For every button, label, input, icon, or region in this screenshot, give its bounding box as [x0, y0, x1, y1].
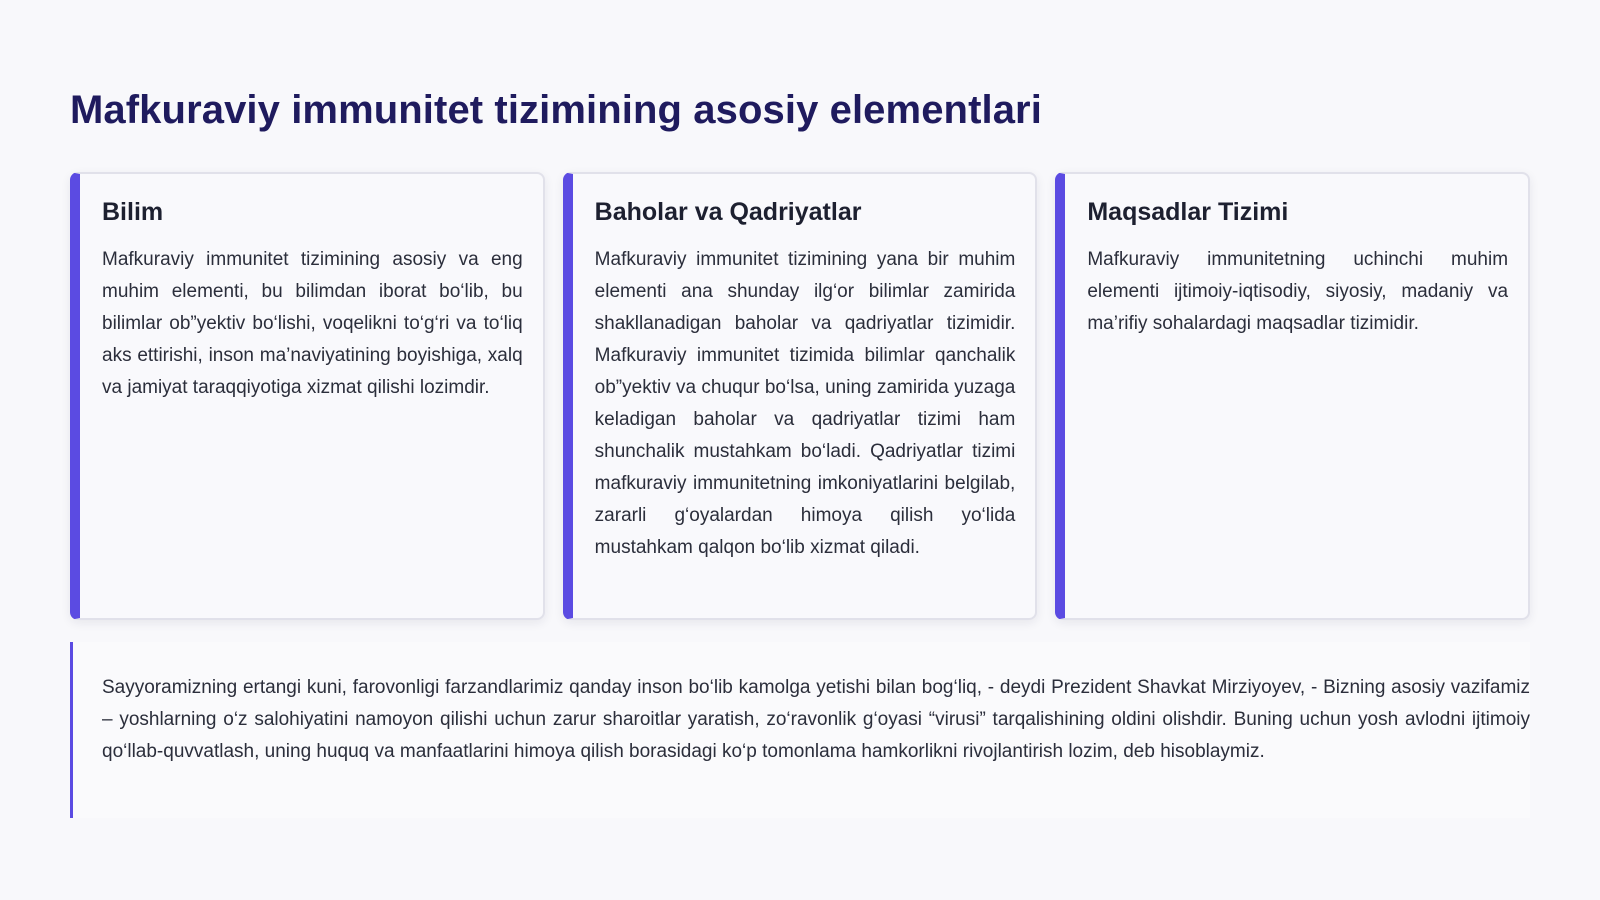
card-bilim — [70, 172, 545, 620]
card-title: Bilim — [102, 198, 164, 226]
card-text: Mafkuraviy immunitetning uchinchi muhim elementi ijtimoiy-iqtisodiy, siyosiy, madaniy va ma’rifiy sohalardagi maqsadlar tizimidir. — [1087, 249, 1509, 334]
card-maqsadlar-tizimi — [1055, 172, 1530, 620]
card-text: Mafkuraviy immunitet tizimining asosiy va eng muhim elementi, bu bilimdan iborat bo‘lib, bu bilimlar ob”yektiv bo‘lishi, voqelikni to‘g‘ri va to‘liq aks ettirishi, inson ma’naviyatining boyishiga, xalq va jamiyat taraqqiyotiga xizmat qilishi lozimdir. — [102, 249, 523, 398]
page-title: Mafkuraviy immunitet tizimining asosiy elementlari — [70, 88, 1042, 132]
card-text: Mafkuraviy immunitet tizimining yana bir muhim elementi ana shunday ilg‘or bilimlar zamirida shakllanadigan baholar va qadriyatlar tizimidir. Mafkuraviy immunitet tizimida bilimlar qanchalik ob”yektiv va chuqur bo‘lsa, uning zamirida yuzaga keladigan baholar va qadriyatlar tizimi ham shunchalik mustahkam bo‘ladi. Qadriyatlar tizimi mafkuraviy immunitetning imkoniyatlarini belgilab, zararli g‘oyalardan himoya qilish yo‘lida mustahkam qalqon bo‘lib xizmat qiladi. — [594, 249, 1016, 558]
card-baholar-qadriyatlar — [563, 172, 1038, 620]
quote-text: Sayyoramizning ertangi kuni, farovonligi farzandlarimiz qanday inson bo‘lib kamolga yetishi bilan bog‘liq, - deydi Prezident Shavkat Mirziyoyev, - Bizning asosiy vazifamiz – yoshlarning o‘z salohiyatini namoyon qilishi uchun zarur sharoitlar yaratish, zo‘ravonlik g‘oyasi “virusi” tarqalishining oldini olishdir. Buning uchun yosh avlodni ijtimoiy qo‘llab-quvvatlash, uning huquq va manfaatlarini himoya qilish borasidagi ko‘p tomonlama hamkorlikni rivojlantirish lozim, deb hisoblaymiz. — [102, 677, 1530, 762]
cards-row — [70, 172, 1530, 620]
card-title: Maqsadlar Tizimi — [1087, 198, 1289, 226]
card-title: Baholar va Qadriyatlar — [594, 198, 862, 226]
quote-block — [70, 642, 1530, 818]
